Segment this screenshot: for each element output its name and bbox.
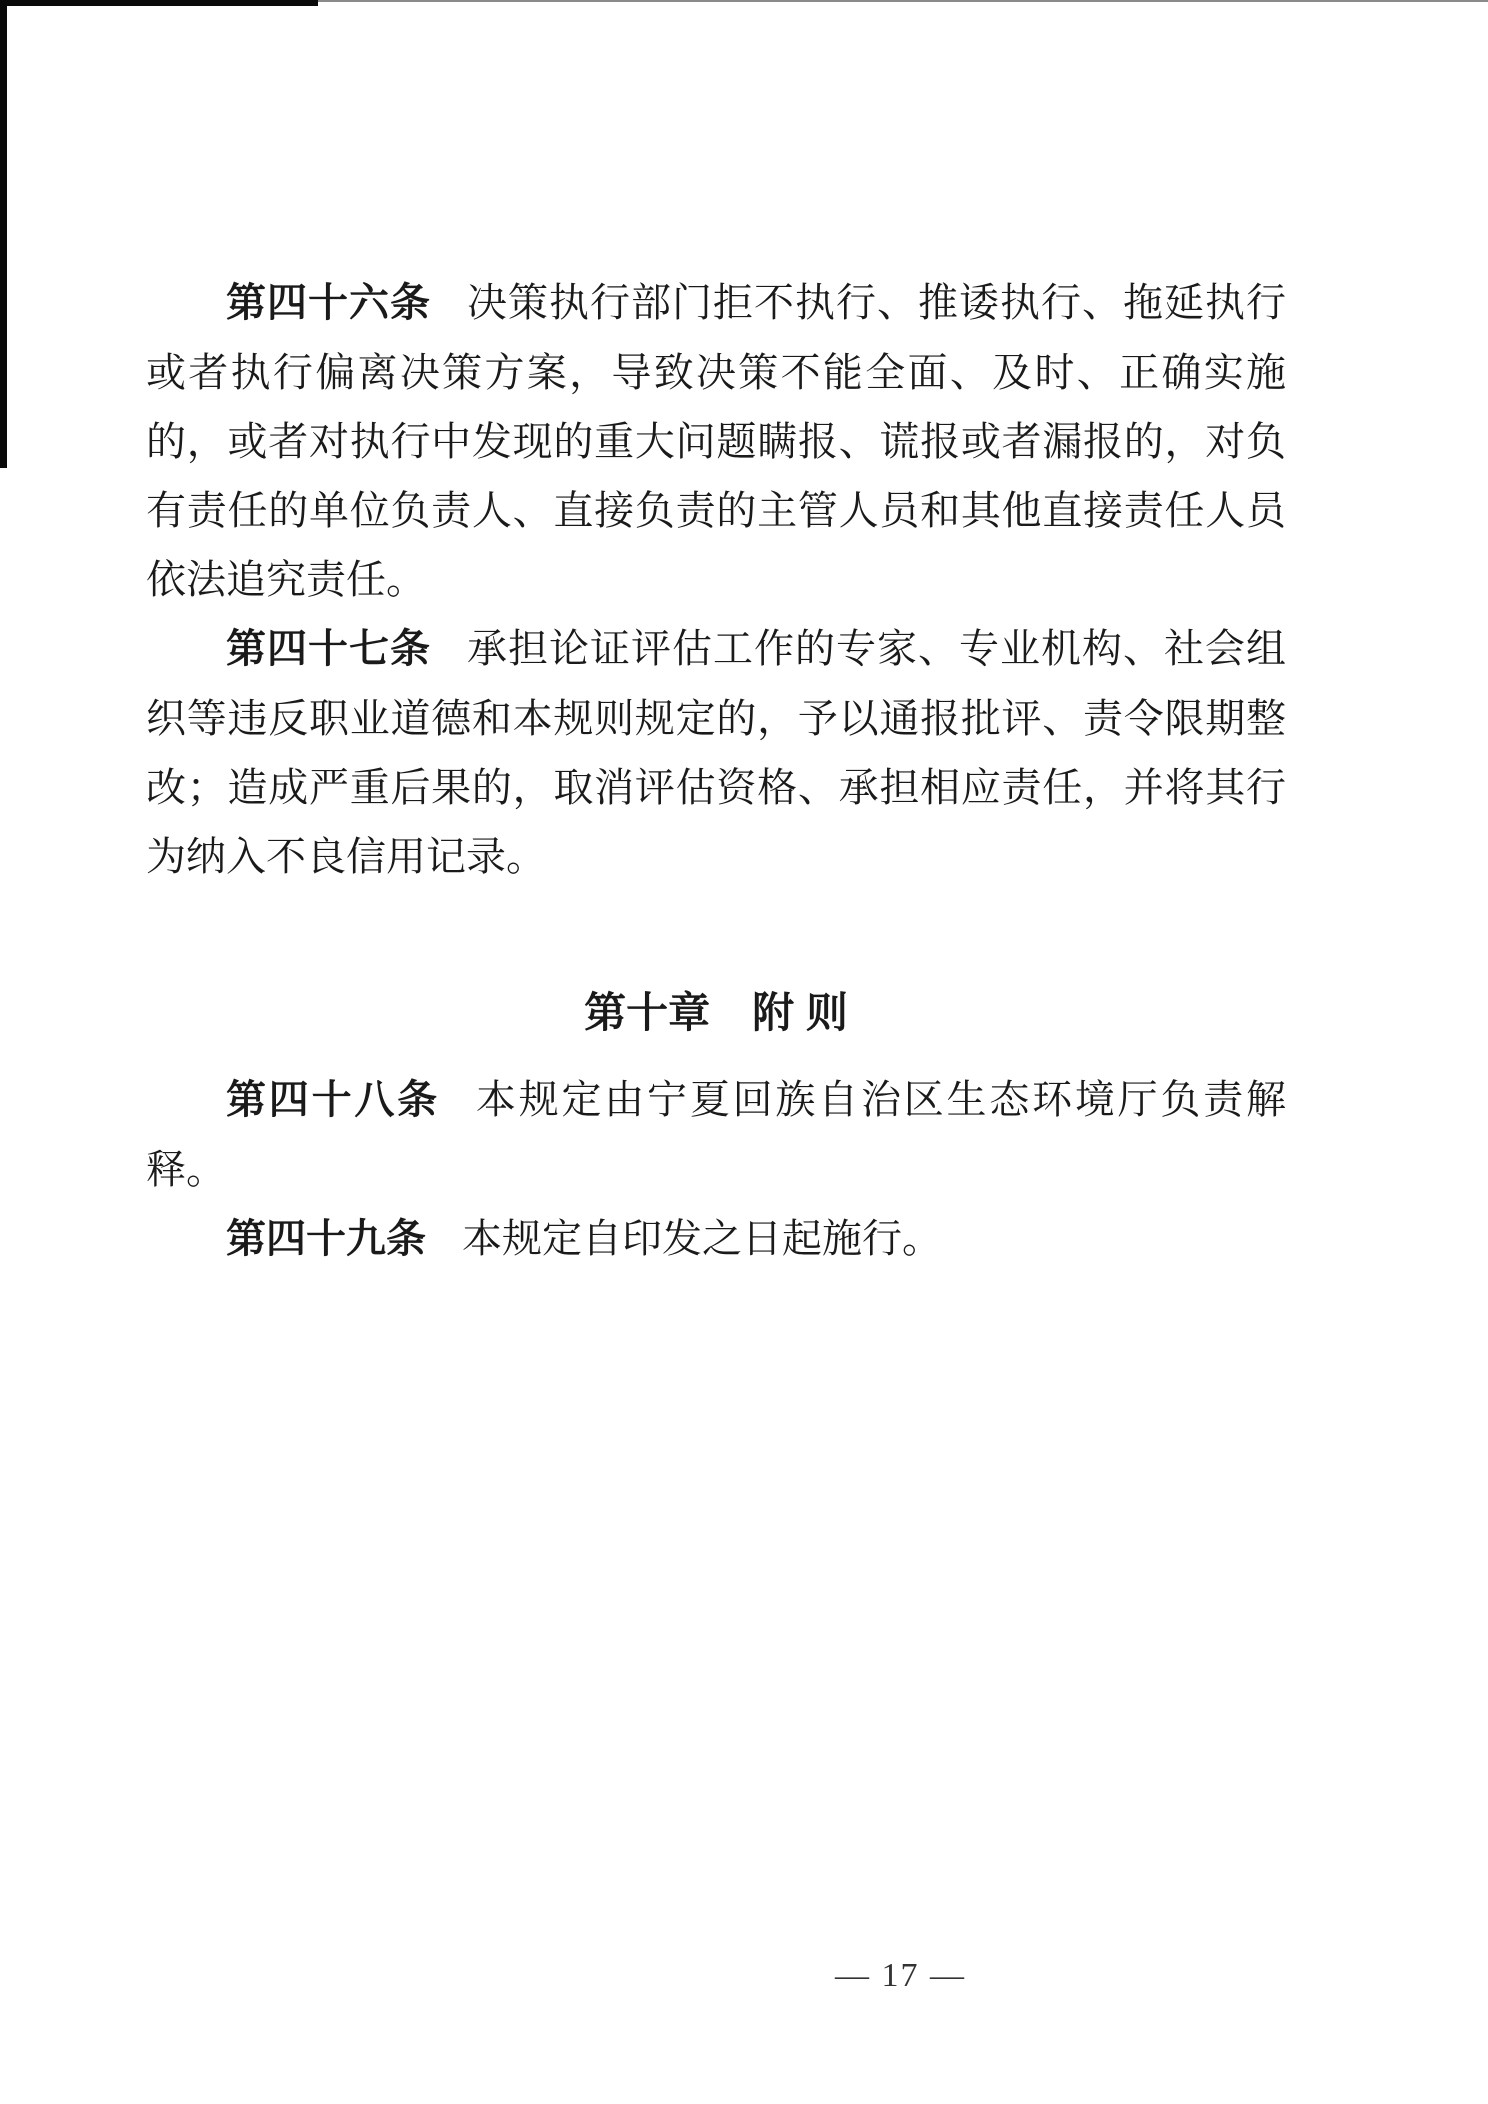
document-body — [146, 268, 1286, 1274]
article-47-paragraph — [146, 614, 1286, 891]
article-47-text: 承担论证评估工作的专家、专业机构、社会组织等违反职业道德和本规则规定的，予以通报批评、责令限期整改；造成严重后果的，取消评估资格、承担相应责任，并将其行为纳入不良信用记录。 — [146, 626, 1286, 879]
scan-artifact-left-edge — [0, 0, 7, 468]
article-48-text: 本规定由宁夏回族自治区生态环境厅负责解释。 — [146, 1077, 1287, 1192]
article-49-text: 本规定自印发之日起施行。 — [462, 1216, 942, 1261]
article-48-paragraph — [146, 1065, 1286, 1204]
article-49-paragraph — [146, 1204, 1286, 1274]
scan-artifact-top-edge — [0, 0, 318, 6]
page-number: — 17 — — [835, 1957, 966, 1994]
article-49-number: 第四十九条 — [226, 1217, 426, 1261]
article-46-text: 决策执行部门拒不执行、推诿执行、拖延执行或者执行偏离决策方案，导致决策不能全面、及时、正确实施的，或者对执行中发现的重大问题瞒报、谎报或者漏报的，对负有责任的单位负责人、直接负责的主管人员和其他直接责任人员依法追究责任。 — [146, 280, 1286, 602]
chapter-heading: 第十章 附 则 — [584, 989, 848, 1036]
article-47-number: 第四十七条 — [226, 627, 431, 671]
article-48-number: 第四十八条 — [226, 1078, 440, 1122]
article-46-number: 第四十六条 — [226, 281, 431, 325]
article-46-paragraph — [146, 268, 1286, 614]
